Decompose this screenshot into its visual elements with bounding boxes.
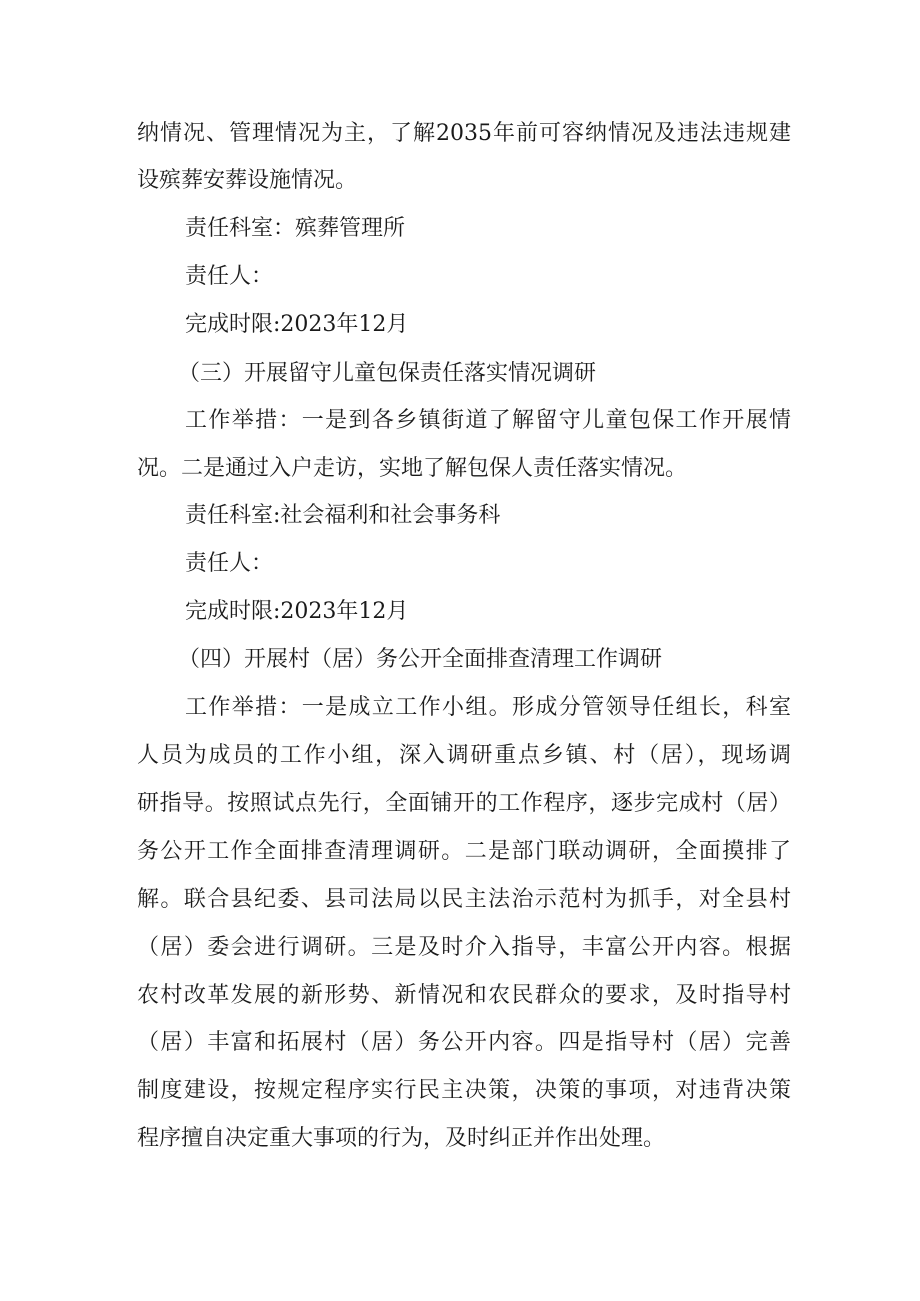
section-heading: （三）开展留守儿童包保责任落实情况调研 (178, 361, 597, 386)
section-heading: （四）开展村（居）务公开全面排查清理工作调研 (178, 647, 663, 672)
paragraph-line: 工作举措：一是到各乡镇街道了解留守儿童包保工作开展情 (185, 408, 791, 433)
paragraph-line: 务公开工作全面排查清理调研。二是部门联动调研，全面摸排了 (137, 839, 791, 864)
deadline-line: 完成时限:2023年12月 (185, 599, 409, 624)
responsible-person-line: 责任人： (185, 551, 274, 576)
paragraph-line: 纳情况、管理情况为主，了解2035年前可容纳情况及违法违规建 (137, 121, 791, 146)
paragraph-line: 人员为成员的工作小组，深入调研重点乡镇、村（居），现场调 (137, 743, 791, 768)
paragraph-line: 研指导。按照试点先行，全面铺开的工作程序，逐步完成村（居） (137, 791, 791, 816)
paragraph-line: （居）委会进行调研。三是及时介入指导，丰富公开内容。根据 (137, 935, 791, 960)
paragraph-line: 制度建设，按规定程序实行民主决策，决策的事项，对违背决策 (137, 1078, 791, 1103)
paragraph-line: 解。联合县纪委、县司法局以民主法治示范村为抓手，对全县村 (137, 887, 791, 912)
paragraph-line: 农村改革发展的新形势、新情况和农民群众的要求，及时指导村 (137, 983, 791, 1008)
paragraph-line: 工作举措：一是成立工作小组。形成分管领导任组长，科室 (185, 695, 791, 720)
paragraph-line: 况。二是通过入户走访，实地了解包保人责任落实情况。 (137, 456, 688, 481)
paragraph-line: 设殡葬安葬设施情况。 (137, 168, 358, 193)
paragraph-line: （居）丰富和拓展村（居）务公开内容。四是指导村（居）完善 (137, 1030, 791, 1055)
responsible-person-line: 责任人： (185, 264, 274, 289)
responsible-office-line: 责任科室:社会福利和社会事务科 (185, 503, 501, 528)
paragraph-line: 程序擅自决定重大事项的行为，及时纠正并作出处理。 (137, 1126, 666, 1151)
responsible-office-line: 责任科室：殡葬管理所 (185, 216, 406, 241)
deadline-line: 完成时限:2023年12月 (185, 312, 409, 337)
